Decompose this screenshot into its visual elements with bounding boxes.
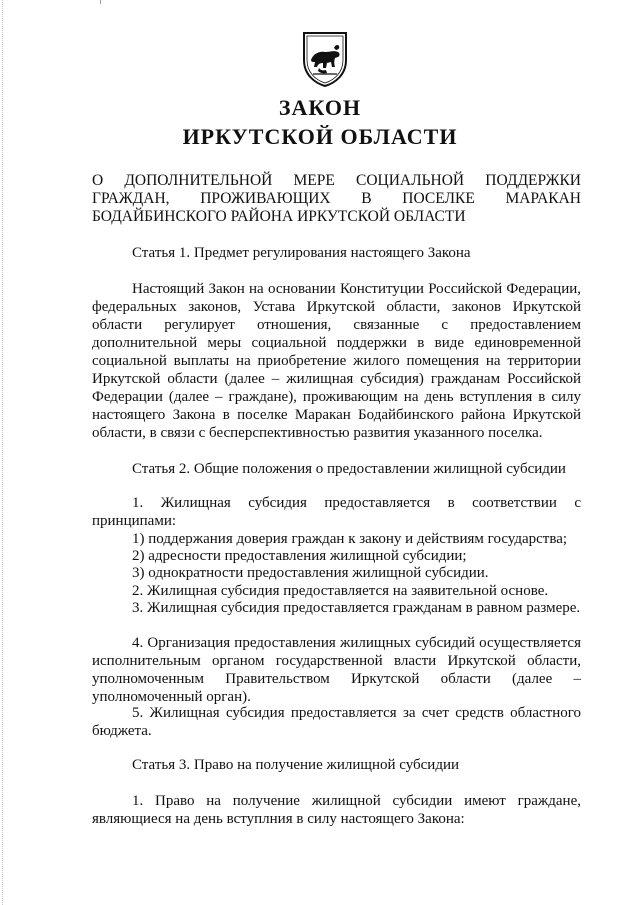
article-2-heading: Статья 2. Общие положения о предоставлении жилищной субсидии (132, 461, 566, 477)
article-3-paragraph-1: 1. Право на получение жилищной субсидии имеют граждане, являющиеся на день вступлния в силу настоящего Закона: (92, 793, 581, 827)
scan-mark (100, 0, 101, 4)
article-2-item-2: 2) адресности предоставления жилищной субсидии; (132, 548, 467, 564)
article-2-item-1: 1) поддержания доверия граждан к закону и действиям государства; (132, 531, 568, 547)
article-2-paragraph-1: 1. Жилищная субсидия предоставляется в соответствии с принципами: (92, 495, 581, 529)
article-1-heading: Статья 1. Предмет регулирования настоящего Закона (132, 245, 471, 261)
article-2-item-3: 3) однократности предоставления жилищной субсидии. (132, 565, 489, 581)
article-3-heading: Статья 3. Право на получение жилищной субсидии (132, 757, 460, 773)
article-2-paragraph-2: 2. Жилищная субсидия предоставляется на заявительной основе. (132, 583, 549, 599)
law-subtitle: О ДОПОЛНИТЕЛЬНОЙ МЕРЕ СОЦИАЛЬНОЙ ПОДДЕРЖКИ ГРАЖДАН, ПРОЖИВАЮЩИХ В ПОСЕЛКЕ МАРАКАН БОДАЙБИНСКОГО РАЙОНА ИРКУТСКОЙ ОБЛАСТИ (92, 172, 581, 225)
article-1-text: Настоящий Закон на основании Конституции Российской Федерации, федеральных законов, Устава Иркутской области, законов Иркутской области регулирует отношения, связанные с предоставлением дополнительной меры социальной поддержки в виде единовременной социальной выплаты на приобретение жилого помещения на территории Иркутской области (далее – жилищная субсидия) гражданам Российской Федерации (далее – граждане), проживающим на день вступления в силу настоящего Закона в поселке Маракан Бодайбинского района Иркутской области, в связи с бесперспективностью развития указанного поселка. (92, 281, 581, 441)
article-2-paragraph-3: 3. Жилищная субсидия предоставляется гражданам в равном размере. (132, 600, 581, 616)
law-title: ЗАКОН (278, 95, 362, 120)
law-region: ИРКУТСКОЙ ОБЛАСТИ (182, 124, 458, 149)
coat-of-arms-icon (301, 30, 349, 88)
article-2-paragraph-4: 4. Организация предоставления жилищных субсидий осуществляется исполнительным органом государственной власти Иркутской области, уполномоченным Правительством Иркутской области (далее – уполномоченный орган). (92, 635, 581, 705)
article-2-paragraph-5: 5. Жилищная субсидия предоставляется за счет средств областного бюджета. (92, 705, 581, 739)
